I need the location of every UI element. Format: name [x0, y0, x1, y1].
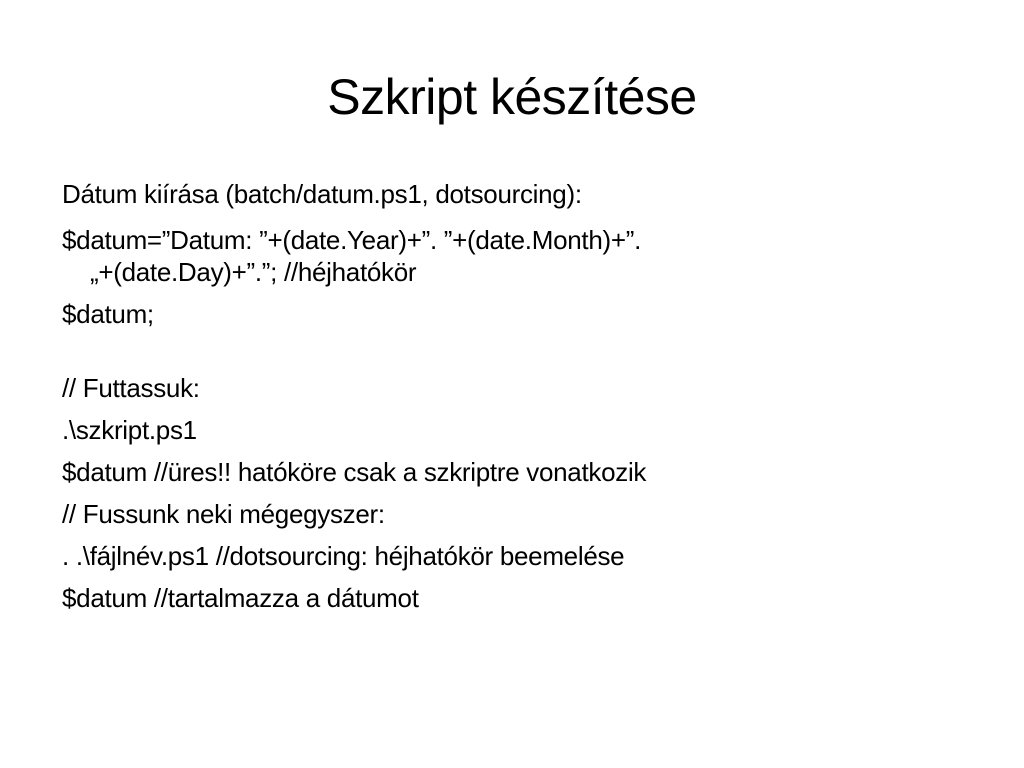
- slide-title: Szkript készítése: [327, 69, 697, 125]
- code-line-datum-echo: $datum;: [62, 299, 154, 329]
- code-line-datum-contains: $datum //tartalmazza a dátumot: [62, 583, 419, 613]
- slide-body: [62, 178, 962, 614]
- comment-line-run: // Futtassuk:: [62, 373, 200, 403]
- code-line-dotsourcing: . .\fájlnév.ps1 //dotsourcing: héjhatókör beemelése: [62, 541, 625, 571]
- text-line-date-heading: Dátum kiírása (batch/datum.ps1, dotsourcing):: [62, 179, 582, 209]
- code-line-run-script: .\szkript.ps1: [62, 415, 197, 445]
- code-line-datum-assign-continued: „+(date.Day)+”.”; //héjhatókör: [90, 257, 417, 287]
- code-line-datum-assign: $datum=”Datum: ”+(date.Year)+”. ”+(date.Month)+”.: [62, 225, 642, 255]
- comment-line-run-again: // Fussunk neki mégegyszer:: [62, 499, 385, 529]
- code-line-datum-empty: $datum //üres!! hatóköre csak a szkriptre vonatkozik: [62, 457, 647, 487]
